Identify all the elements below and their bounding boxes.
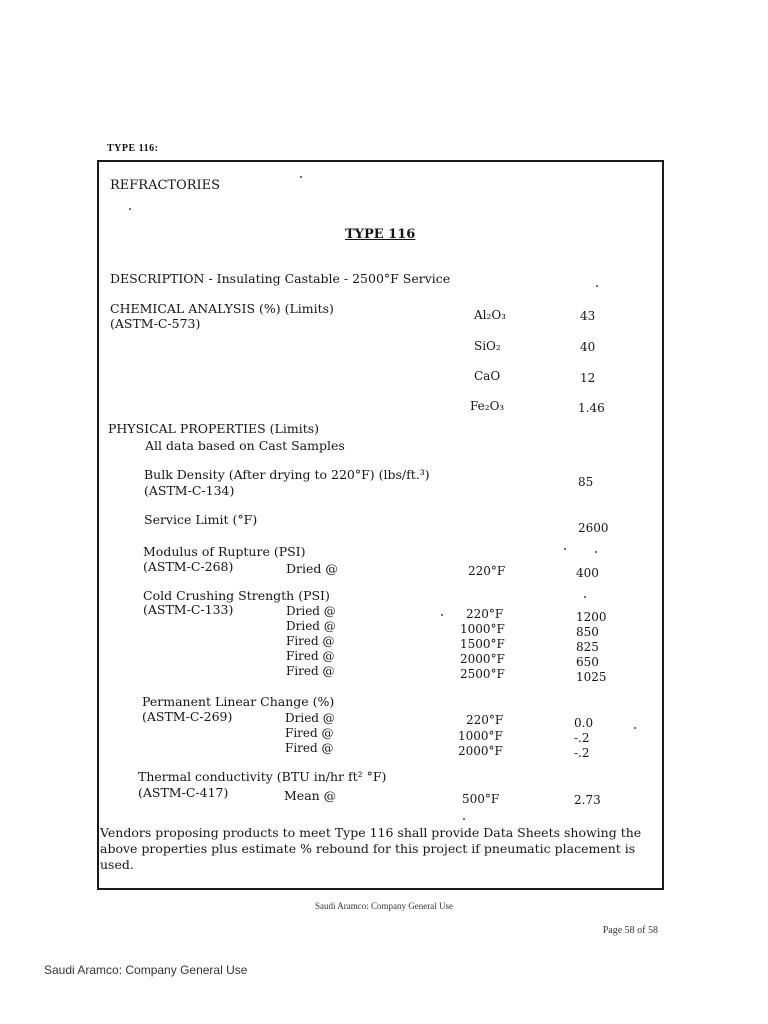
linear-change-standard: (ASTM-C-269) [142,709,233,724]
description: DESCRIPTION - Insulating Castable - 2500°F Service [110,271,451,286]
compound-al2o3-value: 43 [580,309,596,323]
cold-crushing-temp: 2500°F [460,667,505,681]
thermal-standard: (ASTM-C-417) [138,785,229,800]
linear-change-temp: 220°F [466,713,504,727]
compound-cao: CaO [474,369,501,383]
cold-crushing-temp: 220°F [466,607,504,621]
chemical-standard: (ASTM-C-573) [110,316,201,331]
scan-speck [634,727,636,729]
type-heading: TYPE 116: [107,143,159,154]
classification-footer: Saudi Aramco: Company General Use [44,963,248,977]
scan-speck [300,176,302,178]
cold-crushing-label: Cold Crushing Strength (PSI) [143,588,330,603]
section-title: REFRACTORIES [110,178,221,193]
bulk-density-standard: (ASTM-C-134) [144,483,235,498]
linear-change-label: Permanent Linear Change (%) [142,694,335,709]
page-number: Page 58 of 58 [602,925,658,936]
cold-crushing-temp: 2000°F [460,652,505,666]
linear-change-condition: Fired @ [285,741,334,755]
chemical-heading: CHEMICAL ANALYSIS (%) (Limits) [110,301,334,316]
cold-crushing-value: 1025 [576,670,607,684]
thermal-condition: Mean @ [284,788,337,803]
linear-change-value: -.2 [574,746,590,760]
compound-al2o3: Al₂O₃ [474,308,506,322]
thermal-value: 2.73 [574,793,601,807]
cold-crushing-value: 850 [576,625,599,639]
scan-speck [441,614,443,616]
scan-speck [595,551,597,553]
cold-crushing-value: 825 [576,640,599,654]
modulus-standard: (ASTM-C-268) [143,559,234,574]
scan-speck [463,818,465,820]
scan-speck [596,285,598,287]
cold-crushing-condition: Fired @ [286,634,335,648]
linear-change-value: -.2 [574,731,590,745]
physical-heading: PHYSICAL PROPERTIES (Limits) [108,421,320,436]
cold-crushing-standard: (ASTM-C-133) [143,602,234,617]
modulus-condition: Dried @ [286,561,338,576]
vendor-note: Vendors proposing products to meet Type 116 shall provide Data Sheets showing the above properties plus estimate % rebound for this project if pneumatic placement is used. [100,825,642,872]
cold-crushing-value: 1200 [576,610,607,624]
inner-footer: Saudi Aramco: Company General Use [315,901,453,911]
service-limit-value: 2600 [578,521,609,535]
modulus-value: 400 [576,566,599,580]
cold-crushing-condition: Dried @ [286,604,336,618]
linear-change-condition: Dried @ [285,711,335,725]
service-limit-label: Service Limit (°F) [144,512,258,527]
linear-change-value: 0.0 [574,716,594,730]
thermal-label: Thermal conductivity (BTU in/hr ft² °F) [138,769,387,784]
cold-crushing-value: 650 [576,655,599,669]
thermal-temp: 500°F [462,792,500,806]
physical-note: All data based on Cast Samples [145,438,345,453]
scan-speck [584,596,586,598]
linear-change-condition: Fired @ [285,726,334,740]
compound-sio2: SiO₂ [474,339,501,353]
bulk-density-value: 85 [578,475,594,489]
modulus-label: Modulus of Rupture (PSI) [143,544,306,559]
compound-fe2o3-value: 1.46 [578,401,605,415]
compound-sio2-value: 40 [580,340,596,354]
sheet-title: TYPE 116 [345,227,416,242]
compound-cao-value: 12 [580,371,596,385]
cold-crushing-temp: 1000°F [460,622,505,636]
cold-crushing-temp: 1500°F [460,637,505,651]
scan-speck [564,548,566,550]
linear-change-temp: 1000°F [458,729,503,743]
linear-change-temp: 2000°F [458,744,503,758]
bulk-density-label: Bulk Density (After drying to 220°F) (lbs/ft.³) [144,467,430,482]
cold-crushing-condition: Fired @ [286,664,335,678]
cold-crushing-condition: Fired @ [286,649,335,663]
cold-crushing-condition: Dried @ [286,619,336,633]
modulus-temp: 220°F [468,564,506,578]
scan-speck [129,208,131,210]
compound-fe2o3: Fe₂O₃ [470,399,505,413]
